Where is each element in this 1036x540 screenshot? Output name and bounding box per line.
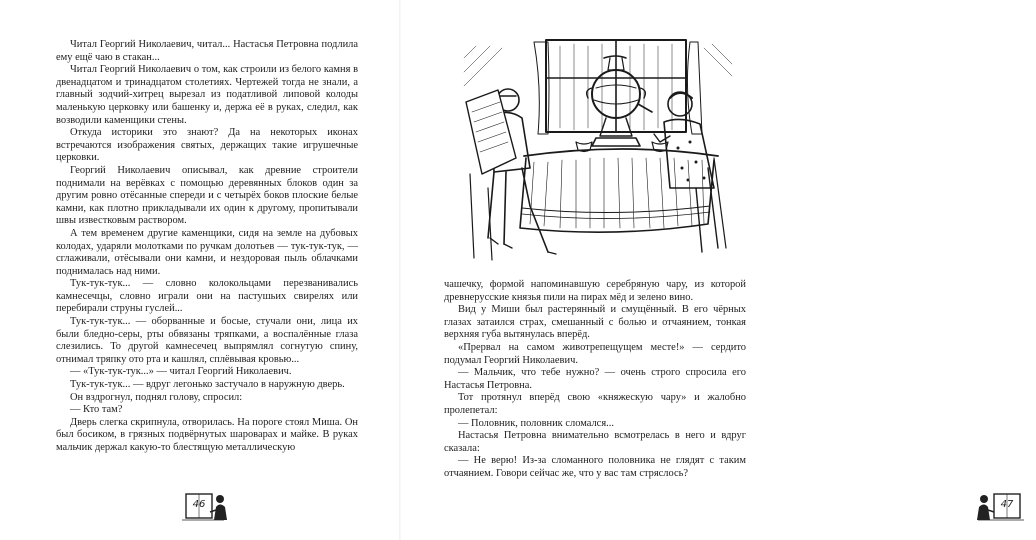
paragraph: — «Тук-тук-тук...» — читал Георгий Николаевич. [70,366,292,378]
paragraph: Тук-тук-тук... — словно колокольцами перезванивались камнесечцы, словно играли они на пастушьих свирелях или перебирали струны гуслей... [56,278,358,315]
page-number: 47 [1000,499,1014,510]
paragraph: — Кто там? [70,404,123,416]
page-number-ornament [172,490,234,522]
paragraph: Тук-тук-тук... — вдруг легонько застучало в наружную дверь. [70,379,345,391]
paragraph: Дверь слегка скрипнула, отворилась. На пороге стоял Миша. Он был босиком, в грязных подвёрнутых шароварах и майке. В руках мальчик держал какую-то блестящую металлическую [56,416,358,453]
page-number-ornament [974,490,1036,522]
paragraph: — Половник, половник сломался... [458,417,614,429]
right-text-column [444,279,746,481]
paragraph: Тот протянул вперёд свою «княжескую чару» и жалобно пролепетал: [444,392,746,416]
paragraph: Откуда историки это знают? Да на некоторых иконах встречаются изображения святых, держащих такие игрушечные церковки. [56,127,358,164]
paragraph: — Мальчик, что тебе нужно? — очень строго спросила его Настасья Петровна. [444,367,746,391]
paragraph: Вид у Миши был растерянный и смущённый. В его чёрных глазах затаился страх, смешанный с болью и отчаянием, тонкая верхняя губа вытянулась вперёд. [444,304,746,341]
paragraph: Он вздрогнул, поднял голову, спросил: [70,391,243,403]
paragraph: Настасья Петровна внимательно всмотрелась в него и вдруг сказала: [444,430,746,454]
paragraph: — Не верю! Из-за сломанного половника не глядят с таким отчаянием. Говори сейчас же, что у вас там стряслось? [444,455,746,479]
paragraph: Тук-тук-тук... — оборванные и босые, стучали они, лица их были бледно-серы, рты обвязаны тряпками, а воспалённые глаза слезились. То другой камнесечец выпрямлял согнутую спину, отнимал тряпку ото рта и кашлял, сплёвывая кровью... [56,316,358,365]
left-page [0,0,400,540]
left-text-column [56,39,358,455]
paragraph: Читал Георгий Николаевич о том, как строили из белого камня в двенадцатом и тринадцатом столетиях. Чертежей тогда не знали, а главный зодчий-хитрец вырезал из податливой липовой колоды маленькую церковку или башенку и, держа её в руках, следил, как возводили каменщики стены. [56,64,358,126]
page-number: 46 [192,499,206,510]
paragraph: чашечку, формой напоминавшую серебряную чару, из которой древнерусские князья пили на пирах мёд и зелено вино. [444,279,746,303]
paragraph: «Прервал на самом животрепещущем месте!» — сердито подумал Георгий Николаевич. [444,341,746,366]
paragraph: А тем временем другие каменщики, сидя на земле на дубовых колодах, ударяли молотками по ручкам долотьев — тук-тук-тук, — сглаживали, отёсывали они камни, и нездоровая пыль облачками поднималась над ними. [56,227,358,277]
paragraph: Георгий Николаевич описывал, как древние строители поднимали на верёвках с помощью деревянных блоков один за другим ровно отёсанные спереди и с четырёх боков плоские белые камни, как плотно прикладывали их один к другому, пропитывали швы известковым раствором. [56,164,358,227]
samovar-scene-illustration [464,38,732,264]
paragraph: Читал Георгий Николаевич, читал... Настасья Петровна подлила ему ещё чаю в стакан... [56,39,358,63]
